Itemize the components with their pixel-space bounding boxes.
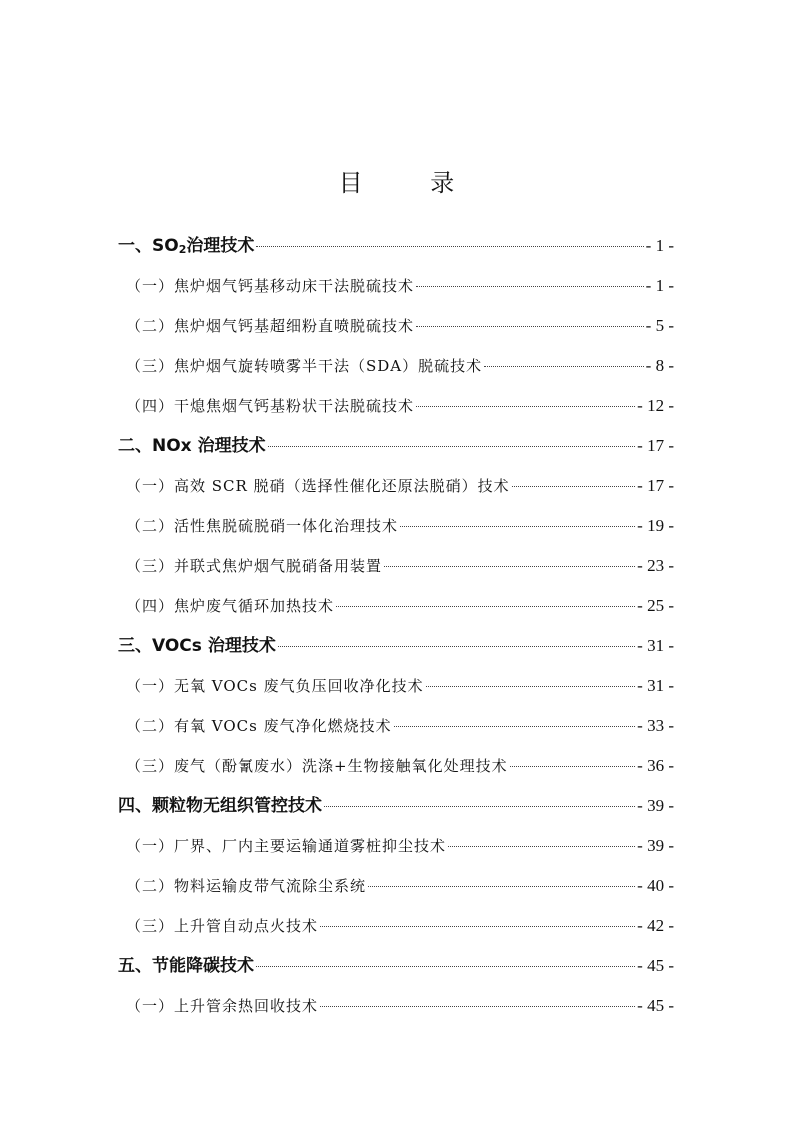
toc-subsection-entry[interactable] [118,746,674,786]
dot-leader [368,885,635,887]
toc-page-number: - 45 - [637,956,674,975]
toc-subsection-entry[interactable] [118,506,674,546]
toc-entry-text: （一）厂界、厂内主要运输通道雾桩抑尘技术 [126,837,447,855]
toc-subsection-entry[interactable] [118,586,674,626]
toc-entry-text: （三）焦炉烟气旋转喷雾半干法（SDA）脱硫技术 [126,357,483,375]
toc-subsection-entry[interactable] [118,866,674,906]
dot-leader [416,285,644,287]
toc-entry-text: （二）物料运输皮带气流除尘系统 [126,877,367,895]
toc-entry-text: （二）活性焦脱硫脱硝一体化治理技术 [126,517,399,535]
dot-leader [320,1005,635,1007]
toc-entry-label [118,786,322,826]
toc-entry-label [126,706,392,746]
toc-entry-text: （三）并联式焦炉烟气脱硝备用装置 [126,557,383,575]
dot-leader [384,565,635,567]
toc-page-number: - 17 - [637,436,674,455]
toc-page-number: - 1 - [645,276,674,295]
dot-leader [448,845,635,847]
toc-page-number: - 33 - [637,716,674,735]
dot-leader [512,485,636,487]
toc-subsection-entry[interactable] [118,306,674,346]
toc-title: 目 录 [338,169,485,197]
dot-leader [394,725,636,727]
toc-entry-text: （一）焦炉烟气钙基移动床干法脱硫技术 [126,277,415,295]
toc-page-number: - 12 - [637,396,674,415]
table-of-contents [118,226,674,1026]
toc-entry-text: （一）无氧 VOCs 废气负压回收净化技术 [126,677,424,695]
toc-entry-label [118,226,254,270]
toc-page-number: - 40 - [637,876,674,895]
toc-entry-label [118,426,266,466]
toc-entry-text: 五、节能降碳技术 [118,956,254,976]
toc-entry-label [118,946,254,986]
toc-entry-label [126,666,424,706]
toc-entry-text-suffix: 治理技术 [186,236,255,256]
toc-subsection-entry[interactable] [118,546,674,586]
toc-entry-text: （二）焦炉烟气钙基超细粉直喷脱硫技术 [126,317,415,335]
toc-entry-text: （一）上升管余热回收技术 [126,997,319,1015]
toc-subsection-entry[interactable] [118,466,674,506]
toc-page-number: - 25 - [637,596,674,615]
dot-leader [256,245,643,247]
toc-page-number: - 8 - [645,356,674,375]
dot-leader [416,405,635,407]
toc-subsection-entry[interactable] [118,386,674,426]
dot-leader [278,645,635,647]
dot-leader [336,605,635,607]
dot-leader [484,365,644,367]
toc-entry-label [126,866,366,906]
dot-leader [324,805,635,807]
toc-entry-text: （四）焦炉废气循环加热技术 [126,597,335,615]
toc-entry-text: （三）上升管自动点火技术 [126,917,319,935]
toc-page-number: - 31 - [637,636,674,655]
toc-entry-text: （四）干熄焦烟气钙基粉状干法脱硫技术 [126,397,415,415]
dot-leader [400,525,635,527]
toc-subsection-entry[interactable] [118,826,674,866]
toc-page-number: - 45 - [637,996,674,1015]
toc-page-number: - 17 - [637,476,674,495]
toc-entry-label [126,586,334,626]
toc-page-number: - 1 - [645,236,674,255]
toc-subsection-entry[interactable] [118,266,674,306]
toc-page-number: - 5 - [645,316,674,335]
toc-entry-text: 一、SO [118,236,179,256]
dot-leader [320,925,635,927]
toc-page-number: - 39 - [637,836,674,855]
toc-section-entry[interactable] [118,786,674,826]
toc-subsection-entry[interactable] [118,666,674,706]
toc-entry-text: （二）有氧 VOCs 废气净化燃烧技术 [126,717,392,735]
dot-leader [256,965,635,967]
toc-entry-text: （一）高效 SCR 脱硝（选择性催化还原法脱硝）技术 [126,477,510,495]
toc-entry-text: 三、VOCs 治理技术 [118,636,276,656]
toc-subsection-entry[interactable] [118,986,674,1026]
dot-leader [268,445,636,447]
toc-page-number: - 42 - [637,916,674,935]
toc-page-number: - 19 - [637,516,674,535]
toc-entry-label [126,986,318,1026]
dot-leader [426,685,636,687]
toc-section-entry[interactable] [118,226,674,266]
toc-entry-text: （三）废气（酚氰废水）洗涤+生物接触氧化处理技术 [126,757,508,775]
toc-entry-text: 四、颗粒物无组织管控技术 [118,796,322,816]
toc-section-entry[interactable] [118,946,674,986]
toc-entry-label [126,746,508,786]
toc-page-number: - 31 - [637,676,674,695]
toc-entry-label [126,386,414,426]
toc-subsection-entry[interactable] [118,706,674,746]
toc-entry-subscript: 2 [178,243,187,256]
toc-page-number: - 36 - [637,756,674,775]
toc-subsection-entry[interactable] [118,906,674,946]
toc-subsection-entry[interactable] [118,346,674,386]
toc-page-number: - 23 - [637,556,674,575]
toc-entry-label [126,306,414,346]
toc-entry-label [126,826,446,866]
toc-page-number: - 39 - [637,796,674,815]
toc-entry-label [126,466,510,506]
toc-entry-text: 二、NOx 治理技术 [118,436,266,456]
dot-leader [416,325,644,327]
toc-entry-label [126,346,482,386]
toc-entry-label [126,906,318,946]
toc-section-entry[interactable] [118,626,674,666]
dot-leader [510,765,636,767]
toc-entry-label [126,546,382,586]
toc-entry-label [126,266,414,306]
toc-section-entry[interactable] [118,426,674,466]
toc-entry-label [126,506,398,546]
toc-entry-label [118,626,276,666]
